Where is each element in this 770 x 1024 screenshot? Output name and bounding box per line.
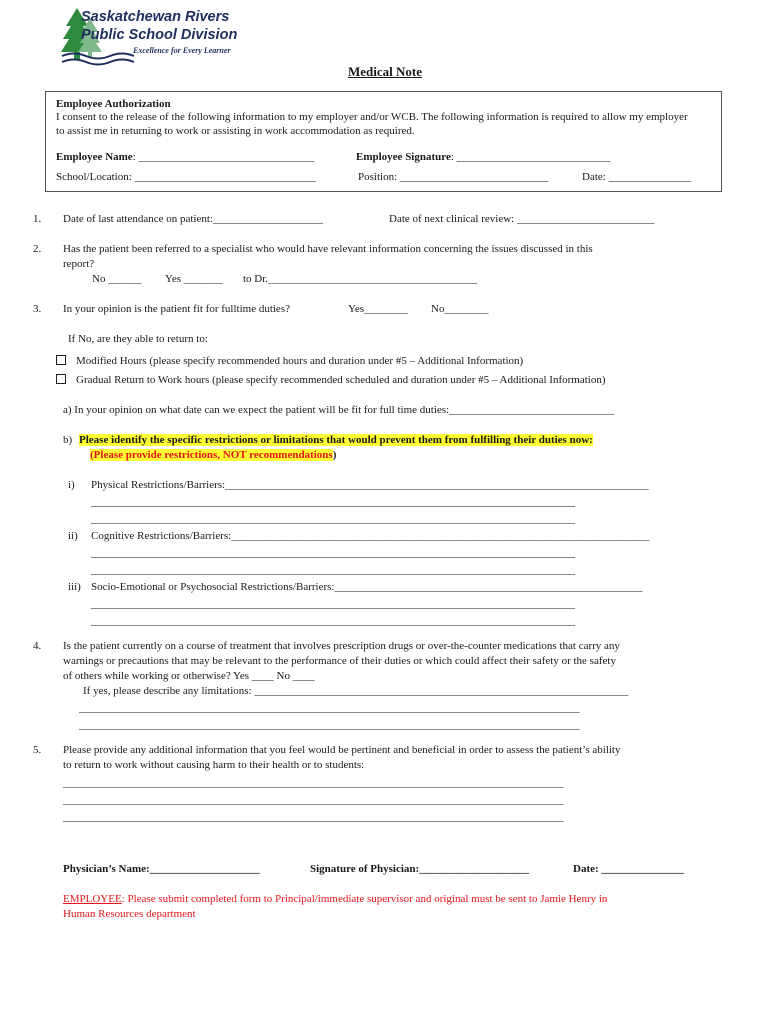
q2-no-field[interactable]: No ______ xyxy=(92,273,142,285)
employee-instruction-text: : Please submit completed form to Principal/immediate supervisor and original must be sent to Jamie Henry in xyxy=(121,893,608,905)
authorization-text-1: I consent to the release of the following information to my employer and/or WCB. The following information is required to allow my employer xyxy=(56,111,688,123)
physician-name-field[interactable]: Physician’s Name:____________________ xyxy=(63,863,260,875)
logo-tagline: Excellence for Every Learner xyxy=(133,46,231,55)
q2-number: 2. xyxy=(33,243,42,255)
restrictions-note xyxy=(90,449,336,461)
physical-label-num: i) xyxy=(68,479,75,491)
position-field[interactable]: Position: ___________________________ xyxy=(358,171,549,183)
employee-name-line: : ________________________________ xyxy=(132,151,315,163)
fit-date-field[interactable]: a) In your opinion on what date can we expect the patient will be fit for full time duties:______________________________ xyxy=(63,404,615,416)
q3-no-field[interactable]: No________ xyxy=(431,303,489,315)
modified-hours-option[interactable] xyxy=(56,355,523,367)
q3-b-prefix: b) xyxy=(63,434,73,446)
restrictions-note-text: (Please provide restrictions, NOT recommendations xyxy=(90,449,333,461)
authorization-date-field[interactable]: Date: _______________ xyxy=(582,171,692,183)
school-division-logo xyxy=(60,6,275,68)
logo-line1: Saskatchewan Rivers xyxy=(81,9,230,25)
restrictions-note-close: ) xyxy=(332,449,337,461)
socio-emotional-restrictions-field[interactable]: Socio-Emotional or Psychosocial Restrictions/Barriers:________________________________________________________ xyxy=(91,581,643,593)
q3-if-no: If No, are they able to return to: xyxy=(68,333,208,345)
physician-date-field[interactable]: Date: _______________ xyxy=(573,863,684,875)
cognitive-blank-line-2[interactable]: ________________________________________________________________________________________ xyxy=(91,564,575,576)
q4-text-1: Is the patient currently on a course of treatment that involves prescription drugs or over-the-counter medications that carry any xyxy=(63,640,620,652)
employee-instruction-1 xyxy=(63,893,607,905)
cognitive-restrictions-field[interactable]: Cognitive Restrictions/Barriers:____________________________________________________________________________ xyxy=(91,530,650,542)
physical-restrictions-field[interactable]: Physical Restrictions/Barriers:_____________________________________________________________________________ xyxy=(91,479,649,491)
employee-signature-line: : ____________________________ xyxy=(450,151,611,163)
modified-hours-label: Modified Hours (please specify recommended hours and duration under #5 – Additional Information) xyxy=(76,355,524,367)
restrictions-instruction xyxy=(79,434,593,446)
q3-text: In your opinion is the patient fit for fulltime duties? xyxy=(63,303,290,315)
q2-yes-field[interactable]: Yes _______ xyxy=(165,273,223,285)
q4-text-2: warnings or precautions that may be relevant to the performance of their duties or which could affect their safety or the safety xyxy=(63,655,616,667)
additional-info-line-3[interactable]: ___________________________________________________________________________________________ xyxy=(63,811,564,823)
q3-number: 3. xyxy=(33,303,42,315)
socio-emotional-label-num: iii) xyxy=(68,581,81,593)
authorization-text-2: to assist me in returning to work or assisting in work accommodation as required. xyxy=(56,125,415,137)
gradual-return-checkbox[interactable] xyxy=(56,374,66,384)
physical-blank-line-1[interactable]: ________________________________________________________________________________________ xyxy=(91,496,575,508)
socio-emotional-blank-line-2[interactable]: ________________________________________________________________________________________ xyxy=(91,615,575,627)
employee-name-field[interactable] xyxy=(56,151,315,163)
gradual-return-label: Gradual Return to Work hours (please specify recommended scheduled and duration under #5 – Additional Information) xyxy=(76,374,606,386)
restrictions-instruction-text: Please identify the specific restrictions or limitations that would prevent them from fulfilling their duties now: xyxy=(79,434,593,446)
logo-line2: Public School Division xyxy=(81,27,238,43)
q2-doctor-field[interactable]: to Dr.______________________________________ xyxy=(243,273,478,285)
additional-info-line-2[interactable]: ___________________________________________________________________________________________ xyxy=(63,794,564,806)
socio-emotional-blank-line-1[interactable]: ________________________________________________________________________________________ xyxy=(91,598,575,610)
last-attendance-field[interactable]: Date of last attendance on patient:____________________ xyxy=(63,213,323,225)
q4-text-3[interactable]: of others while working or otherwise? Yes ____ No ____ xyxy=(63,670,315,682)
q5-text-2: to return to work without causing harm to their health or to students: xyxy=(63,759,365,771)
q2-text-1: Has the patient been referred to a specialist who would have relevant information concerning the issues discussed in this xyxy=(63,243,593,255)
modified-hours-checkbox[interactable] xyxy=(56,355,66,365)
cognitive-label-num: ii) xyxy=(68,530,78,542)
q2-text-2: report? xyxy=(63,258,95,270)
gradual-return-option[interactable] xyxy=(56,374,606,386)
medication-blank-line-1[interactable]: ___________________________________________________________________________________________ xyxy=(79,702,580,714)
q4-number: 4. xyxy=(33,640,42,652)
employee-signature-field[interactable] xyxy=(356,151,611,163)
employee-label: EMPLOYEE xyxy=(63,893,122,905)
school-location-field[interactable]: School/Location: _________________________________ xyxy=(56,171,317,183)
medication-limitations-field[interactable]: If yes, please describe any limitations: ____________________________________________________________________ xyxy=(83,685,629,697)
cognitive-blank-line-1[interactable]: ________________________________________________________________________________________ xyxy=(91,547,575,559)
authorization-heading: Employee Authorization xyxy=(56,98,171,110)
employee-signature-label: Employee Signature xyxy=(356,151,451,163)
q5-number: 5. xyxy=(33,744,42,756)
employee-instruction-2: Human Resources department xyxy=(63,908,196,920)
employee-name-label: Employee Name xyxy=(56,151,133,163)
additional-info-line-1[interactable]: ___________________________________________________________________________________________ xyxy=(63,777,564,789)
medication-blank-line-2[interactable]: ___________________________________________________________________________________________ xyxy=(79,719,580,731)
q3-yes-field[interactable]: Yes________ xyxy=(348,303,409,315)
q5-text-1: Please provide any additional information that you feel would be pertinent and beneficial in order to assess the patient’s ability xyxy=(63,744,621,756)
physician-signature-field[interactable]: Signature of Physician:____________________ xyxy=(310,863,530,875)
next-review-field[interactable]: Date of next clinical review: _________________________ xyxy=(389,213,655,225)
q1-number: 1. xyxy=(33,213,42,225)
page-title: Medical Note xyxy=(347,64,422,79)
physical-blank-line-2[interactable]: ________________________________________________________________________________________ xyxy=(91,513,575,525)
